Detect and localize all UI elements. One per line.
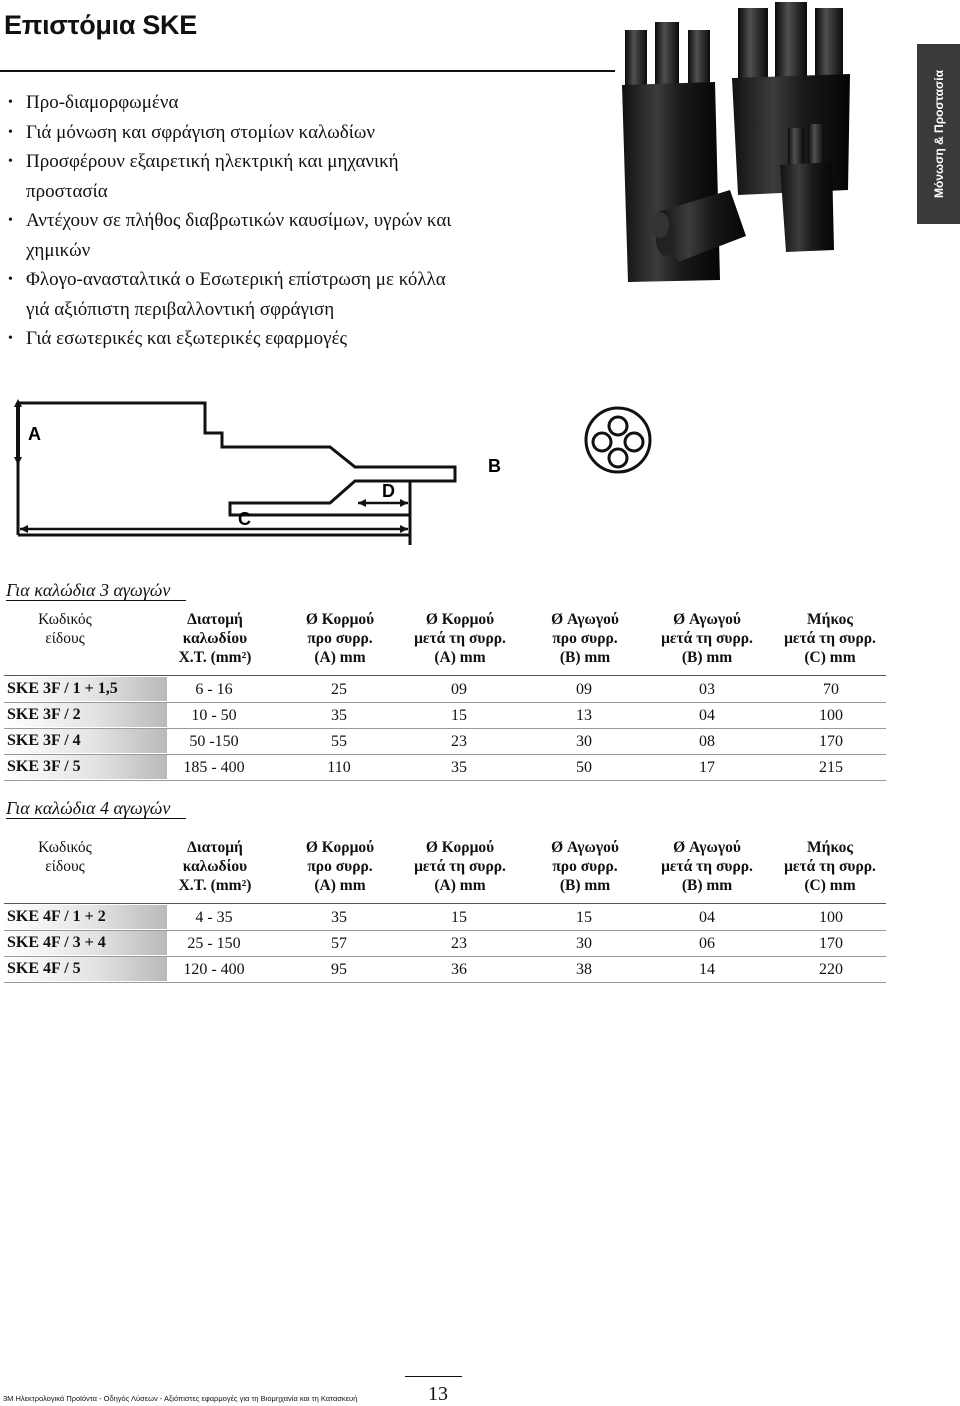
cell-body-before: 25 (331, 681, 347, 698)
row-code: SKE 4F / 3 + 4 (4, 931, 167, 955)
feature-item: • Φλογο-ανασταλτικά ο Εσωτερική επίστρωση με κόλλα (8, 265, 568, 295)
row-code: SKE 3F / 5 (4, 755, 167, 779)
feature-item: • Γιά εσωτερικές και εξωτερικές εφαρμογές (8, 324, 568, 354)
feature-list (8, 88, 568, 354)
cell-conductor-after: 08 (699, 733, 715, 750)
row-code: SKE 4F / 1 + 2 (4, 905, 167, 929)
feature-item: • Προσφέρουν εξαιρετική ηλεκτρική και μηχανική (8, 147, 568, 177)
header-cross-section: Διατομή καλωδίου Χ.Τ. (mm²) (178, 611, 252, 666)
cell-length: 100 (819, 909, 843, 926)
table-row (4, 931, 886, 957)
footer-divider (405, 1376, 462, 1377)
label-d: D (382, 481, 395, 501)
cell-conductor-after: 04 (699, 909, 715, 926)
cell-conductor-after: 04 (699, 707, 715, 724)
footer-text: 3M Ηλεκτρολογικά Προϊόντα - Οδηγός Λύσεων - Αξιόπιστες εφαρμογές για τη Βιομηχανία και τη Κατασκευή (3, 1394, 358, 1403)
table-row (4, 677, 886, 703)
cell-conductor-before: 30 (576, 935, 592, 952)
label-b: B (488, 456, 501, 476)
cell-cross-section: 120 - 400 (183, 961, 245, 978)
header-body-before: Ø Κορμού προ συρρ. (A) mm (305, 611, 375, 666)
cell-length: 170 (819, 733, 843, 750)
cell-conductor-before: 30 (576, 733, 592, 750)
header-conductor-after: Ø Αγωγού μετά τη συρρ. (B) mm (661, 611, 753, 666)
cell-length: 220 (819, 961, 843, 978)
section-title-4-core: Για καλώδια 4 αγωγών (6, 798, 171, 818)
cell-cross-section: 6 - 16 (195, 681, 233, 698)
cell-length: 70 (823, 681, 839, 698)
cell-cross-section: 4 - 35 (195, 909, 233, 926)
table-row (4, 957, 886, 983)
table-row (4, 905, 886, 931)
dimension-drawing (0, 385, 700, 565)
cell-conductor-before: 13 (576, 707, 592, 724)
header-code: Κωδικός είδους (38, 611, 92, 647)
cell-body-after: 35 (451, 759, 467, 776)
section-side-tab (917, 44, 960, 224)
cell-body-before: 110 (327, 759, 351, 776)
table-row (4, 729, 886, 755)
cell-conductor-after: 17 (699, 759, 715, 776)
feature-item: • Αντέχουν σε πλήθος διαβρωτικών καυσίμων, υγρών και (8, 206, 568, 236)
cell-cross-section: 50 -150 (189, 733, 239, 750)
title-divider (0, 70, 615, 72)
table-3-core-body (4, 677, 886, 781)
header-conductor-before: Ø Αγωγού προ συρρ. (B) mm (551, 611, 619, 666)
page-number: 13 (428, 1383, 448, 1405)
table-row (4, 703, 886, 729)
section-title-3-core: Για καλώδια 3 αγωγών (6, 580, 171, 600)
cell-conductor-before: 38 (576, 961, 592, 978)
cell-conductor-before: 09 (576, 681, 592, 698)
header-conductor-before: Ø Αγωγού προ συρρ. (B) mm (551, 839, 619, 894)
side-tab-label: Μόνωση & Προστασία (931, 70, 946, 198)
cell-body-before: 57 (331, 935, 347, 952)
row-code: SKE 3F / 4 (4, 729, 167, 753)
cell-body-before: 35 (331, 909, 347, 926)
feature-item-continuation: προστασία (26, 180, 108, 202)
cell-body-before: 95 (331, 961, 347, 978)
cell-body-after: 23 (451, 935, 467, 952)
product-photo (620, 0, 915, 282)
cell-conductor-after: 14 (699, 961, 715, 978)
header-body-after: Ø Κορμού μετά τη συρρ. (A) mm (414, 611, 506, 666)
feature-item-continuation: χημικών (26, 239, 91, 261)
cell-cross-section: 25 - 150 (187, 935, 241, 952)
cell-cross-section: 185 - 400 (183, 759, 245, 776)
cell-conductor-before: 15 (576, 909, 592, 926)
table-top-rule (4, 903, 886, 904)
header-body-after: Ø Κορμού μετά τη συρρ. (A) mm (414, 839, 506, 894)
cell-body-after: 36 (451, 961, 467, 978)
feature-item: • Προ-διαμορφωμένα (8, 88, 568, 118)
cell-body-after: 09 (451, 681, 467, 698)
row-code: SKE 4F / 5 (4, 957, 167, 981)
cell-conductor-before: 50 (576, 759, 592, 776)
row-code: SKE 3F / 2 (4, 703, 167, 727)
page-title: Επιστόμια SKE (4, 10, 197, 40)
row-code: SKE 3F / 1 + 1,5 (4, 677, 167, 701)
cell-length: 170 (819, 935, 843, 952)
cell-body-after: 23 (451, 733, 467, 750)
table-top-rule (4, 675, 886, 676)
label-c: C (238, 509, 251, 529)
section-title-underline (6, 600, 186, 601)
cell-length: 215 (819, 759, 843, 776)
feature-item-continuation: γιά αξιόπιστη περιβαλλοντική σφράγιση (26, 298, 335, 320)
cell-body-after: 15 (451, 909, 467, 926)
feature-item: • Γιά μόνωση και σφράγιση στομίων καλωδίων (8, 118, 568, 148)
cell-conductor-after: 06 (699, 935, 715, 952)
label-a: A (28, 424, 41, 444)
section-title-underline (6, 818, 186, 819)
table-row (4, 755, 886, 781)
table-4-core-body (4, 905, 886, 983)
cell-length: 100 (819, 707, 843, 724)
header-code: Κωδικός είδους (38, 839, 92, 875)
cell-body-before: 55 (331, 733, 347, 750)
cell-body-before: 35 (331, 707, 347, 724)
header-body-before: Ø Κορμού προ συρρ. (A) mm (305, 839, 375, 894)
header-length: Μήκος μετά τη συρρ. (C) mm (784, 611, 876, 666)
header-cross-section: Διατομή καλωδίου Χ.Τ. (mm²) (178, 839, 252, 894)
cell-body-after: 15 (451, 707, 467, 724)
header-conductor-after: Ø Αγωγού μετά τη συρρ. (B) mm (661, 839, 753, 894)
cell-conductor-after: 03 (699, 681, 715, 698)
header-length: Μήκος μετά τη συρρ. (C) mm (784, 839, 876, 894)
cell-cross-section: 10 - 50 (191, 707, 237, 724)
